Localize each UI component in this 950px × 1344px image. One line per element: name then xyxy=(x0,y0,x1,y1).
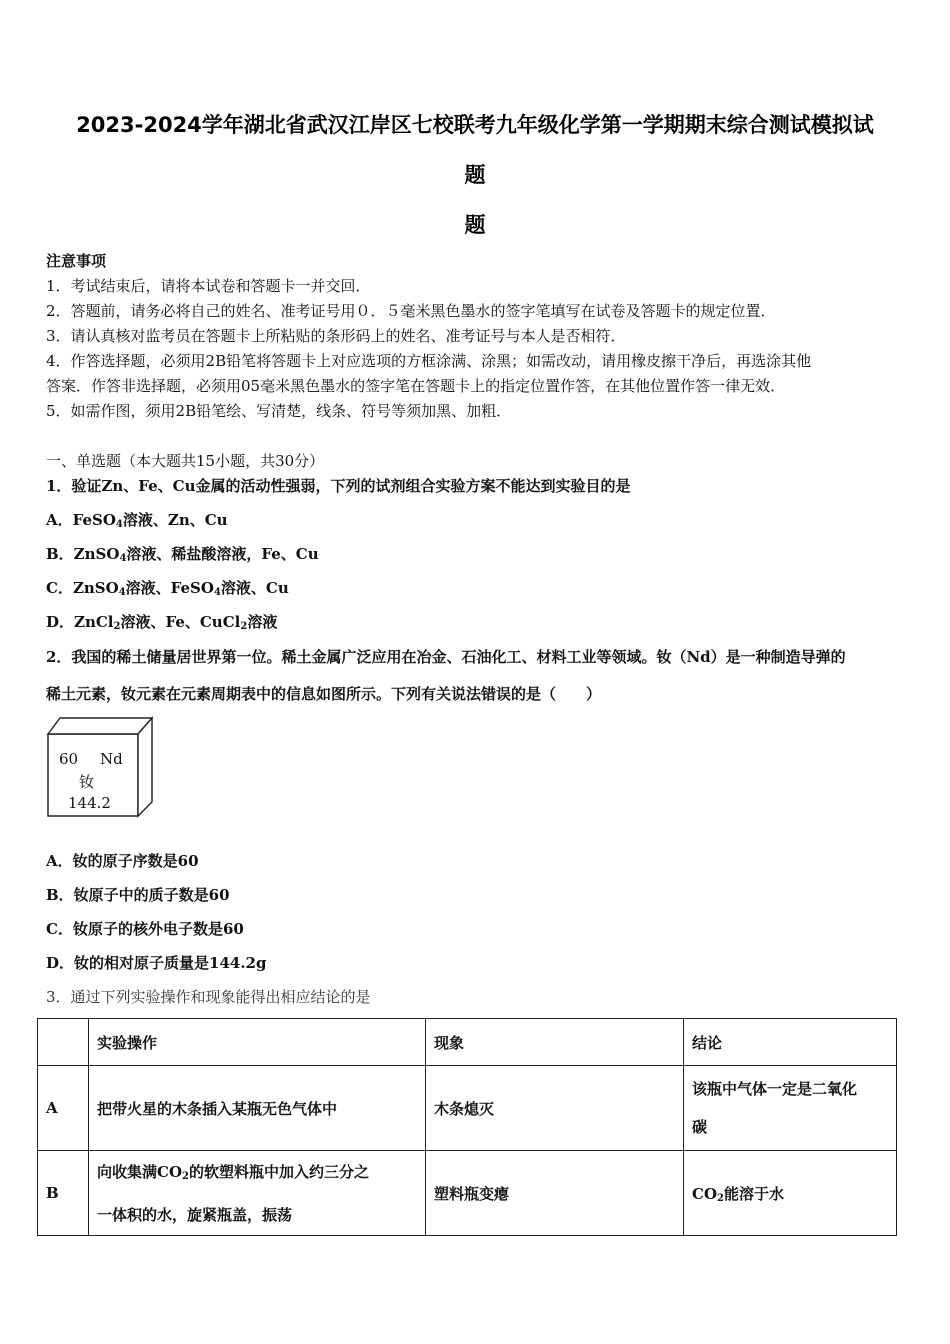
notice-item-5: 5．如需作图，须用2B铅笔绘、写清楚，线条、符号等须加黑、加粗． xyxy=(46,402,512,420)
q2-option-c: C．钕原子的核外电子数是60 xyxy=(46,920,244,938)
exam-title: 2023-2024学年湖北省武汉江岸区七校联考九年级化学第一学期期末综合测试模拟试 xyxy=(76,113,874,137)
element-atomic-mass: 144.2 xyxy=(68,794,111,812)
row-b-conclusion: $CO_2$能溶于水 xyxy=(684,1151,897,1236)
element-symbol: Nd xyxy=(100,750,123,768)
q1-option-c: C．ZnSO$_4$溶液、FeSO$_4$溶液、Cu xyxy=(46,579,289,598)
notice-item-2: 2．答题前，请务必将自己的姓名、准考证号用０．５毫米黑色墨水的签字笔填写在试卷及答题卡的规定位置． xyxy=(46,302,776,320)
row-a-label: A xyxy=(38,1066,89,1151)
table-row xyxy=(38,1066,897,1151)
q3-stem: 3．通过下列实验操作和现象能得出相应结论的是 xyxy=(46,988,371,1006)
notice-item-1: 1．考试结束后，请将本试卷和答题卡一并交回． xyxy=(46,277,371,295)
row-a-operation: 把带火星的木条插入某瓶无色气体中 xyxy=(89,1066,426,1151)
section-heading: 一、单选题（本大题共15小题，共30分） xyxy=(46,452,325,470)
notice-item-4-continued: 答案．作答非选择题，必须用05毫米黑色墨水的签字笔在答题卡上的指定位置作答，在其他位置作答一律无效． xyxy=(46,377,786,395)
element-card-neodymium xyxy=(46,716,156,820)
q2-stem-line-1: 2．我国的稀土储量居世界第一位。稀土金属广泛应用在冶金、石油化工、材料工业等领域。钕（Nd）是一种制造导弹的 xyxy=(46,648,846,666)
exam-title-continued: 题 xyxy=(464,163,486,187)
table-header-conclusion: 结论 xyxy=(684,1019,897,1066)
notice-item-4: 4．作答选择题，必须用2B铅笔将答题卡上对应选项的方框涂满、涂黑；如需改动，请用橡皮擦干净后，再选涂其他 xyxy=(46,352,812,370)
row-b-label: B xyxy=(38,1151,89,1236)
q2-option-a: A．钕的原子序数是60 xyxy=(46,852,199,870)
element-name: 钕 xyxy=(79,773,95,791)
table-row xyxy=(38,1151,897,1236)
element-atomic-number: 60 xyxy=(59,750,79,768)
row-a-conclusion: 该瓶中气体一定是二氧化 碳 xyxy=(684,1066,897,1151)
q1-option-b: B．ZnSO$_4$溶液、稀盐酸溶液，Fe、Cu xyxy=(46,545,319,564)
notice-item-3: 3．请认真核对监考员在答题卡上所粘贴的条形码上的姓名、准考证号与本人是否相符． xyxy=(46,327,626,345)
row-a-phenomenon: 木条熄灭 xyxy=(426,1066,684,1151)
table-header-phenomenon: 现象 xyxy=(426,1019,684,1066)
q2-stem-line-2: 稀土元素，钕元素在元素周期表中的信息如图所示。下列有关说法错误的是（ ） xyxy=(46,685,602,703)
q1-option-d: D．ZnCl$_2$溶液、Fe、CuCl$_2$溶液 xyxy=(46,613,278,632)
table-header-operation: 实验操作 xyxy=(89,1019,426,1066)
row-b-operation: 向收集满$CO_2$的软塑料瓶中加入约三分之 一体积的水，旋紧瓶盖，振荡 xyxy=(89,1151,426,1236)
q2-option-d: D．钕的相对原子质量是144.2g xyxy=(46,954,267,972)
q1-stem: 1．验证Zn、Fe、Cu金属的活动性强弱，下列的试剂组合实验方案不能达到实验目的是 xyxy=(46,477,631,495)
q3-table xyxy=(37,1018,897,1236)
table-header-row xyxy=(38,1019,897,1066)
row-b-phenomenon: 塑料瓶变瘪 xyxy=(426,1151,684,1236)
notice-heading: 注意事项 xyxy=(46,252,107,270)
exam-title-repeat: 题 xyxy=(464,213,486,237)
table-header-blank xyxy=(38,1019,89,1066)
q1-option-a: A．FeSO$_4$溶液、Zn、Cu xyxy=(46,511,228,530)
q2-option-b: B．钕原子中的质子数是60 xyxy=(46,886,230,904)
